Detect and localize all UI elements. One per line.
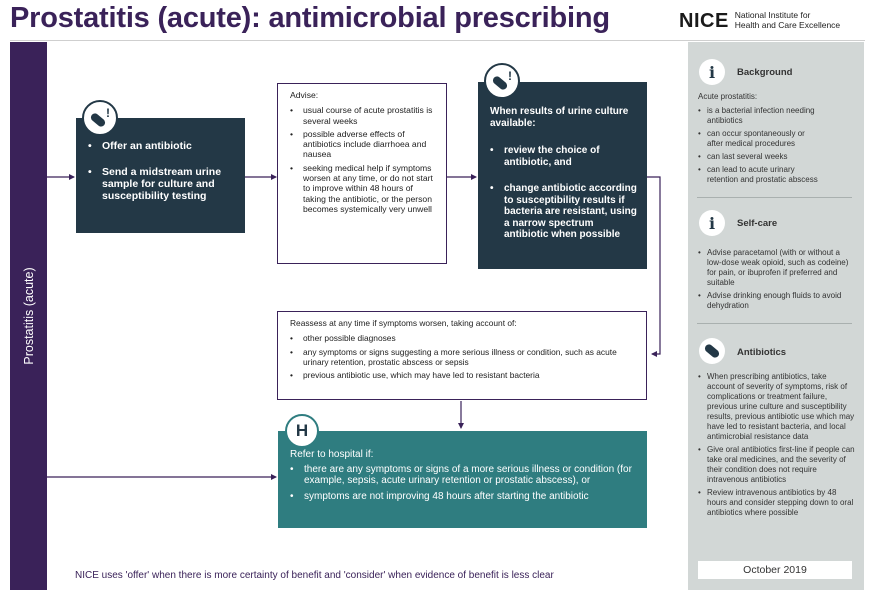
antibiotics-item: • Give oral antibiotics first-line if people can take oral medicines, and the severity of their condition does not require intravenous antibiotics <box>698 445 856 485</box>
hospital-icon <box>285 414 319 448</box>
pill-icon <box>699 338 725 364</box>
background-item: • can lead to acute urinary retention and prostatic abscess <box>698 165 823 185</box>
antibiotics-heading: Antibiotics <box>737 347 787 358</box>
svg-text:!: ! <box>106 106 110 120</box>
advise-heading: Advise: <box>290 90 319 100</box>
reassess-item: • previous antibiotic use, which may have led to resistant bacteria <box>290 370 638 380</box>
advise-box <box>277 83 447 264</box>
panel-divider <box>697 323 852 324</box>
reassess-item: • other possible diagnoses <box>290 333 638 343</box>
info-icon: i <box>699 210 725 236</box>
offer-item: • Offer an antibiotic <box>88 140 237 152</box>
results-heading: When results of urine culture available: <box>490 106 629 129</box>
nice-logo-line1: National Institute for <box>734 10 811 20</box>
results-item: • change antibiotic according to susceptibility results if bacteria are resistant, using a narrow spectrum antibiotic when possible <box>490 183 639 241</box>
connector-results-to-reassess <box>646 177 660 354</box>
advise-item: • usual course of acute prostatitis is several weeks <box>290 105 438 126</box>
hospital-item: • symptoms are not improving 48 hours after starting the antibiotic <box>290 491 637 503</box>
publication-date: October 2019 <box>698 561 852 579</box>
selfcare-item: • Advise paracetamol (with or without a low-dose weak opioid, such as codeine) for pain, or ibuprofen if preferred and suitable <box>698 248 853 288</box>
antibiotics-item: • Review intravenous antibiotics by 48 hours and consider stepping down to oral antibiotics where possible <box>698 488 856 518</box>
background-item: • can occur spontaneously or after medical procedures <box>698 129 823 149</box>
background-intro: Acute prostatitis: <box>698 92 758 101</box>
reassess-item: • any symptoms or signs suggesting a more serious illness or condition, such as acute urinary retention, prostatic abscess or sepsis <box>290 347 638 368</box>
sidebar-label: Prostatitis (acute) <box>21 267 36 365</box>
selfcare-section <box>698 248 853 314</box>
nice-logo-word: NICE <box>679 10 729 32</box>
background-heading: Background <box>737 67 793 78</box>
results-item: • review the choice of antibiotic, and <box>490 145 639 168</box>
hospital-item: • there are any symptoms or signs of a more serious illness or condition (for example, sepsis, acute urinary retention or prostatic abscess), or <box>290 464 637 487</box>
pill-alert-icon <box>82 100 118 136</box>
background-section <box>698 92 858 188</box>
selfcare-heading: Self-care <box>737 218 778 229</box>
refer-hospital-box <box>278 431 647 528</box>
nice-logo-line2: Health and Care Excellence <box>734 19 841 30</box>
hospital-icon-letter: H <box>295 421 309 440</box>
selfcare-item: • Advise drinking enough fluids to avoid dehydration <box>698 291 853 311</box>
reassess-box <box>277 311 647 400</box>
offer-item: • Send a midstream urine sample for culture and susceptibility testing <box>88 166 237 202</box>
panel-divider <box>697 197 852 198</box>
background-item: • can last several weeks <box>698 152 823 162</box>
advise-item: • possible adverse effects of antibiotics include diarrhoea and nausea <box>290 129 438 160</box>
footer-note: NICE uses 'offer' when there is more certainty of benefit and 'consider' when evidence of benefit is less clear <box>75 570 554 581</box>
advise-item: • seeking medical help if symptoms worsen at any time, or do not start to improve within 48 hours of taking the antibiotic, or the person becomes systemically very unwell <box>290 163 438 214</box>
antibiotics-section <box>698 372 856 521</box>
pill-alert-icon <box>484 63 520 99</box>
background-item: • is a bacterial infection needing antibiotics <box>698 106 823 126</box>
svg-text:!: ! <box>508 69 512 83</box>
antibiotics-item: • When prescribing antibiotics, take account of severity of symptoms, risk of complications or treatment failure, previous urine culture and susceptibility results, previous antibiotic use which may have led to resistant bacteria, and local antimicrobial resistance data <box>698 372 856 442</box>
hospital-heading: Refer to hospital if: <box>290 449 374 460</box>
urine-results-box <box>478 82 647 269</box>
reassess-heading: Reassess at any time if symptoms worsen, taking account of: <box>290 318 517 328</box>
info-icon: i <box>699 59 725 85</box>
page-title: Prostatitis (acute): antimicrobial prescribing <box>10 2 610 34</box>
